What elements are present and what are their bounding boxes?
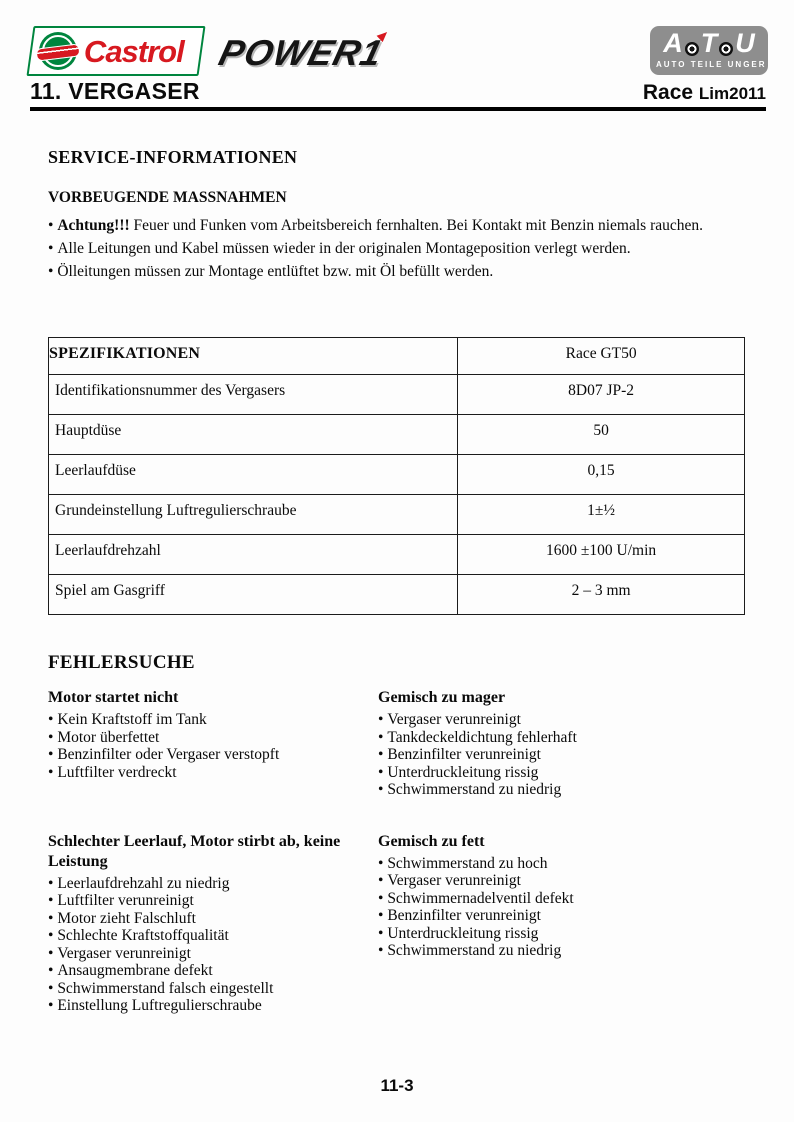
fault-item: • Vergaser verunreinigt bbox=[378, 872, 745, 890]
atu-letter-t: T bbox=[700, 28, 718, 58]
specifications-title: SPEZIFIKATIONEN bbox=[49, 338, 458, 375]
fault-item: • Luftfilter verdreckt bbox=[48, 764, 378, 782]
fault-heading: Gemisch zu fett bbox=[378, 832, 485, 850]
atu-logo bbox=[650, 26, 768, 75]
atu-letter-u: U bbox=[735, 28, 755, 58]
model-name: Race bbox=[642, 81, 694, 104]
fault-item: • Ansaugmembrane defekt bbox=[48, 962, 378, 980]
brand-left-group bbox=[30, 26, 388, 76]
power1-wordmark: POWER1 bbox=[214, 32, 388, 73]
fault-item: • Schwimmerstand zu niedrig bbox=[378, 942, 745, 960]
atu-wheel-icon bbox=[719, 42, 733, 56]
precaution-item bbox=[48, 214, 745, 237]
brand-header bbox=[0, 0, 794, 76]
fault-list bbox=[48, 875, 378, 1015]
fault-block-bad-idle bbox=[48, 832, 378, 1015]
fault-block-engine-no-start bbox=[48, 688, 378, 799]
table-row bbox=[49, 575, 745, 615]
fault-item: • Unterdruckleitung rissig bbox=[378, 925, 745, 943]
table-row bbox=[49, 415, 745, 455]
chapter-header bbox=[30, 78, 766, 111]
precaution-text: Alle Leitungen und Kabel müssen wieder in der originalen Montageposition verlegt werden. bbox=[57, 240, 631, 257]
fault-item: • Leerlaufdrehzahl zu niedrig bbox=[48, 875, 378, 893]
page-content bbox=[48, 147, 745, 1015]
table-row bbox=[49, 455, 745, 495]
fault-item: • Unterdruckleitung rissig bbox=[378, 764, 745, 782]
fault-list bbox=[378, 711, 745, 799]
spec-value: 50 bbox=[458, 415, 745, 455]
castrol-logo bbox=[26, 26, 205, 76]
fault-item: • Tankdeckeldichtung fehlerhaft bbox=[378, 729, 745, 747]
precaution-warning-label: Achtung!!! bbox=[57, 217, 130, 234]
spec-label: Spiel am Gasgriff bbox=[49, 575, 458, 615]
table-row bbox=[49, 375, 745, 415]
precautions-title: VORBEUGENDE MASSNAHMEN bbox=[48, 189, 287, 206]
fault-heading: Motor startet nicht bbox=[48, 689, 179, 706]
fault-item: • Motor zieht Falschluft bbox=[48, 910, 378, 928]
spec-value: 1±½ bbox=[458, 495, 745, 535]
fault-heading: Schlechter Leerlauf, Motor stirbt ab, keine Leistung bbox=[48, 832, 341, 870]
precaution-text: Ölleitungen müssen zur Montage entlüftet bzw. mit Öl befüllt werden. bbox=[57, 263, 494, 280]
fault-item: • Schwimmernadelventil defekt bbox=[378, 890, 745, 908]
service-info-title: SERVICE-INFORMATIONEN bbox=[48, 147, 298, 167]
troubleshooting-title: FEHLERSUCHE bbox=[48, 652, 195, 673]
fault-item: • Einstellung Luftregulierschraube bbox=[48, 997, 378, 1015]
spec-column-header: Race GT50 bbox=[458, 338, 745, 375]
spec-label: Identifikationsnummer des Vergasers bbox=[49, 375, 458, 415]
model-label bbox=[643, 81, 766, 105]
spec-label: Leerlaufdrehzahl bbox=[49, 535, 458, 575]
atu-wheel-icon bbox=[685, 42, 699, 56]
fault-item: • Schwimmerstand falsch eingestellt bbox=[48, 980, 378, 998]
chapter-title: 11. VERGASER bbox=[30, 78, 200, 104]
fault-item: • Luftfilter verunreinigt bbox=[48, 892, 378, 910]
table-header-row bbox=[49, 338, 745, 375]
table-row bbox=[49, 535, 745, 575]
fault-item: • Schwimmerstand zu niedrig bbox=[378, 781, 745, 799]
fault-item: • Schwimmerstand zu hoch bbox=[378, 855, 745, 873]
spec-value: 1600 ±100 U/min bbox=[458, 535, 745, 575]
fault-item: • Schlechte Kraftstoffqualität bbox=[48, 927, 378, 945]
precaution-item bbox=[48, 237, 745, 260]
fault-item: • Vergaser verunreinigt bbox=[48, 945, 378, 963]
spec-label: Hauptdüse bbox=[49, 415, 458, 455]
spec-value: 2 – 3 mm bbox=[458, 575, 745, 615]
fault-list bbox=[378, 855, 745, 960]
precaution-text: Feuer und Funken vom Arbeitsbereich fernhalten. Bei Kontakt mit Benzin niemals rauchen. bbox=[129, 217, 704, 234]
fault-block-mixture-rich bbox=[378, 832, 745, 1015]
page-number: 11-3 bbox=[380, 1076, 414, 1095]
table-row bbox=[49, 495, 745, 535]
precaution-item bbox=[48, 260, 745, 283]
fault-item: • Benzinfilter oder Vergaser verstopft bbox=[48, 746, 378, 764]
fault-list bbox=[48, 711, 378, 781]
power1-logo bbox=[214, 32, 388, 73]
atu-letter-a: A bbox=[663, 28, 683, 58]
castrol-circle-icon bbox=[39, 32, 77, 70]
fault-block-mixture-lean bbox=[378, 688, 745, 799]
specifications-table bbox=[48, 337, 745, 615]
precautions-list bbox=[48, 214, 745, 283]
troubleshooting-grid bbox=[48, 688, 745, 1015]
spec-label: Grundeinstellung Luftregulierschraube bbox=[49, 495, 458, 535]
fault-heading: Gemisch zu mager bbox=[378, 689, 506, 706]
spec-value: 8D07 JP-2 bbox=[458, 375, 745, 415]
fault-item: • Vergaser verunreinigt bbox=[378, 711, 745, 729]
model-variant: Lim2011 bbox=[698, 84, 766, 103]
spec-label: Leerlaufdüse bbox=[49, 455, 458, 495]
fault-item: • Benzinfilter verunreinigt bbox=[378, 746, 745, 764]
atu-subtitle: AUTO TEILE UNGER bbox=[656, 60, 767, 69]
fault-item: • Motor überfettet bbox=[48, 729, 378, 747]
castrol-wordmark: Castrol bbox=[84, 33, 184, 69]
fault-item: • Benzinfilter verunreinigt bbox=[378, 907, 745, 925]
atu-letters bbox=[656, 30, 762, 57]
spec-value: 0,15 bbox=[458, 455, 745, 495]
fault-item: • Kein Kraftstoff im Tank bbox=[48, 711, 378, 729]
